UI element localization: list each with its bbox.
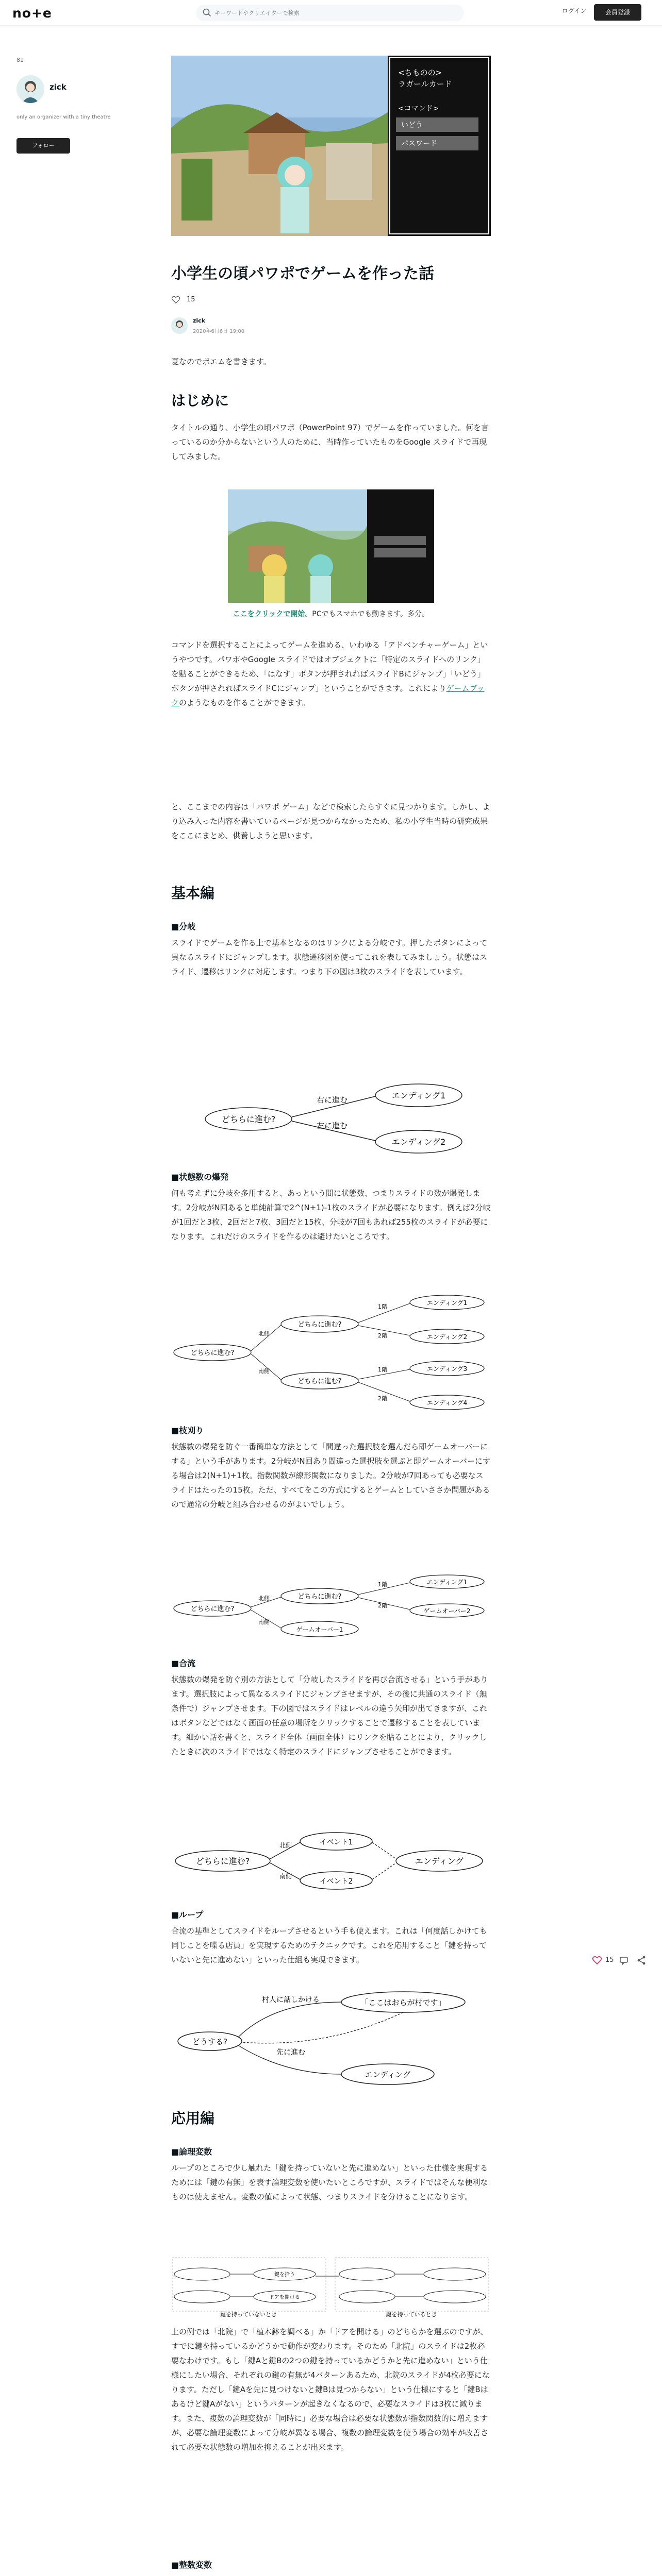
paragraph-text: コマンドを選択することによってゲームを進める、いわゆる「アドベンチャーゲーム」というやつです。パワポやGoogle スライドではオブジェクトに「特定のスライドへのリンク」を貼ることができるため、「はなす」ボタンが押されればスライドBにジャンプ」「いどう」ボタンが押されればスライドCにジャンプ」ということができます。これにより xyxy=(171,640,488,693)
subsection-heading: ■ループ xyxy=(171,1910,204,1920)
diagram-label: エンディング3 xyxy=(426,1365,468,1372)
branch-diagram xyxy=(202,1081,470,1158)
diagram-label: 1階 xyxy=(378,1366,387,1373)
diagram-label: 鍵を拾う xyxy=(274,2272,295,2278)
diagram-label: イベント1 xyxy=(319,1838,353,1846)
demo-screenshot[interactable] xyxy=(228,489,434,603)
diagram-label: 鍵を持っていないとき xyxy=(220,2311,277,2317)
author-name[interactable]: zick xyxy=(49,82,67,92)
diagram-label: 村人に話しかける xyxy=(262,1996,320,2004)
diagram-label: どちらに進む? xyxy=(190,1605,235,1613)
eyecatch-menu-command: <コマンド> xyxy=(398,105,439,113)
paragraph: 合流の基準としてスライドをループさせるという手も使えます。これは「何度話しかけても同じことを喋る店員」を実現するためのテクニックです。これを応用すること「鍵を持っていないと先に進めない」といった仕組も実現できます。 xyxy=(171,1926,487,1964)
section-heading: 応用編 xyxy=(171,2110,215,2127)
meta-avatar[interactable] xyxy=(171,317,188,334)
diagram-label: 2階 xyxy=(378,1395,387,1402)
diagram-label: エンディング2 xyxy=(426,1333,468,1341)
floating-actions xyxy=(592,1954,654,1968)
eyecatch-image xyxy=(171,56,491,236)
paragraph: スライドでゲームを作る上で基本となるのはリンクによる分岐です。押したボタンによって異なるスライドにジャンプします。状態遷移図を使ってこれを表してみましょう。状態はスライド、遷移はリンクに対応します。つまり下の図は3枚のスライドを表しています。 xyxy=(171,938,488,976)
edge-label: 右に進む xyxy=(316,1095,348,1105)
merge-diagram xyxy=(171,1830,491,1892)
subsection-heading: ■整数変数 xyxy=(171,2560,212,2570)
meta-author-name[interactable]: zick xyxy=(193,317,206,324)
gamebook-link[interactable]: ゲームブック xyxy=(171,684,485,707)
diagram-label: 南側 xyxy=(258,1368,270,1375)
eyecatch-menu-title-2: ラガールカード xyxy=(398,79,452,89)
search-input[interactable] xyxy=(214,8,452,18)
eyecatch-menu-opt2: パスワード xyxy=(401,140,437,148)
diagram-label: イベント2 xyxy=(319,1877,353,1886)
diagram-label: 先に進む xyxy=(276,2048,305,2057)
subsection-heading: ■状態数の爆発 xyxy=(171,1172,229,1182)
share-icon[interactable] xyxy=(636,1955,647,1965)
diagram-label: 南側 xyxy=(258,1619,270,1625)
diagram-label: エンディング1 xyxy=(426,1299,468,1307)
diagram-label: エンディング4 xyxy=(426,1399,468,1406)
node-label: どちらに進む? xyxy=(221,1114,276,1124)
diagram-label: どちらに進む? xyxy=(297,1593,342,1601)
diagram-label: どちらに進む? xyxy=(297,1321,342,1329)
paragraph: と、ここまでの内容は「パワポ ゲーム」などで検索したらすぐに見つかります。しかし、より込み入った内容を書いているページが見つからなかったため、私の小学生当時の研究成果をここにまとめ、供養しようと思います。 xyxy=(171,802,490,840)
paragraph: 何も考えずに分岐を多用すると、あっという間に状態数、つまりスライドの数が爆発します。2分岐がN回あると単純計算で2^(N+1)-1枚のスライドが必要になります。例えば2分岐が1回だと3枚、2回だと7枚、3回だと15枚、分岐が7回もあれば255枚のスライドが必要になります。これだけのスライドを作るのは避けたいところです。 xyxy=(171,1189,491,1241)
diagram-label: 鍵を持っているとき xyxy=(386,2311,437,2317)
diagram-label: 北側 xyxy=(279,1842,292,1849)
subsection-heading: ■合流 xyxy=(171,1658,196,1668)
eyecatch-menu-title-1: <ちものの> xyxy=(398,68,442,77)
heart-icon[interactable] xyxy=(171,295,180,304)
diagram-label: 「ここはおらが村です」 xyxy=(360,1998,446,2007)
article-title: 小学生の頃パワポでゲームを作った話 xyxy=(171,265,434,283)
like-count: 15 xyxy=(605,1956,614,1964)
diagram-label: ドアを開ける xyxy=(269,2295,300,2300)
loop-diagram xyxy=(171,1987,491,2090)
diagram-label: どちらに進む? xyxy=(195,1856,250,1866)
paragraph xyxy=(171,638,491,710)
intro-text: 夏なのでポエムを書きます。 xyxy=(171,357,271,366)
diagram-label: エンディング1 xyxy=(426,1579,468,1586)
login-button[interactable]: ログイン xyxy=(562,7,587,14)
diagram-label: 1階 xyxy=(378,1303,387,1310)
author-bio: only an organizer with a tiny theatre xyxy=(16,114,111,120)
diagram-label: どちらに進む? xyxy=(190,1349,235,1357)
demo-caption xyxy=(171,607,491,621)
note-logo[interactable]: no+e xyxy=(12,6,52,21)
subsection-heading: ■枝刈り xyxy=(171,1426,204,1435)
diagram-label: エンディング xyxy=(365,2070,411,2079)
signup-button[interactable]: 会員登録 xyxy=(594,4,641,21)
paragraph: 状態数の爆発を防ぐ別の方法として「分岐したスライドを再び合流させる」という手があります。選択肢によって異なるスライドにジャンプさせますが、その後に共通のスライド（無条件で）ジャンプさせます。下の図ではスライドはレベルの違う矢印が出てきますが、これはボタンなどではなく画面の任意の場所をクリックすることで遷移することを表しています。細かい話を書くと、スライド全体（画面全体）にリンクを貼ることにより、クリックしたときに次のスライドではなく特定のスライドにジャンプさせることができます。 xyxy=(171,1675,488,1756)
follow-button[interactable] xyxy=(16,138,70,154)
diagram-label: ゲームオーバー1 xyxy=(296,1626,343,1633)
diagram-label: 2階 xyxy=(378,1602,387,1609)
section-heading: はじめに xyxy=(171,392,229,409)
diagram-label: 1階 xyxy=(378,1581,387,1588)
diagram-label: ゲームオーバー2 xyxy=(423,1607,471,1615)
node-label: エンディング2 xyxy=(391,1137,446,1147)
paragraph: ループのところで少し触れた「鍵を持っていないと先に進めない」といった仕様を実現するためには「鍵の有無」を表す論理変数を使いたいところですが、スライドではそんな便利なものは使えません。変数の値によって状態、つまりスライドを分けることになります。 xyxy=(171,2163,488,2201)
diagram-label: エンディング xyxy=(415,1856,464,1866)
node-label: エンディング1 xyxy=(391,1091,446,1100)
diagram-label: 北側 xyxy=(258,1330,270,1337)
subsection-heading: ■分岐 xyxy=(171,922,196,931)
paragraph: 状態数の爆発を防ぐ一番簡単な方法として「間違った選択肢を選んだら即ゲームオーバーにする」という手があります。2分岐がN回あり間違った選択肢を選ぶと即ゲームオーバーにする場合は2(N+1)+1枚。指数関数が線形関数になりました。2分岐が7回あっても必要なスライドはたったの15枚。ただ、すべてをこの方式にするとゲームとしていささか問題があるので通常の分岐と組み合わせるのがよいでしょう。 xyxy=(171,1442,490,1509)
pruning-diagram xyxy=(171,1573,491,1640)
magazine-count: 81 xyxy=(16,57,24,63)
heart-icon[interactable] xyxy=(592,1955,602,1965)
search-icon xyxy=(202,8,212,18)
follow-label: フォロー xyxy=(32,142,55,149)
paragraph-text: のようなものを作ることができます。 xyxy=(179,698,310,707)
like-count: 15 xyxy=(187,296,195,303)
logic-variable-diagram xyxy=(171,2256,491,2317)
paragraph: 上の例では「北院」で「植木鉢を調べる」か「ドアを開ける」のどちらかを選ぶのですが、すでに鍵を持っているかどうかで動作が変わります。そのため「北院」のスライドは2枚必要なわけです。もし「鍵Aと鍵Bの2つの鍵を持っているかどうかと先に進めない」という仕様にしたい場合、それぞれの鍵の有無が4パターンあるため、北院のスライドが4枚必要になります。ただし「鍵Aを先に見つけないと鍵Bは見つからない」という仕様にすると「鍵Bはあるけど鍵Aがない」というパターンが起きなくなるので、必要なスライドは3枚に減ります。また、複数の論理変数が「同時に」必要な場合は必要な状態数が指数関数的に増えますが、必要な論理変数によって分岐が異なる場合、複数の論理変数を使う場合の効率が改善されて必要な状態数の増加を抑えることが出来ます。 xyxy=(171,2327,490,2452)
edge-label: 左に進む xyxy=(316,1121,348,1130)
eyecatch-menu-opt1: いどう xyxy=(401,121,423,129)
site-header xyxy=(0,0,662,26)
diagram-label: どちらに進む? xyxy=(297,1378,342,1385)
diagram-label: 南側 xyxy=(279,1873,292,1880)
state-explosion-diagram xyxy=(171,1293,491,1412)
demo-caption-rest: 。PCでもスマホでも動きます。多分。 xyxy=(305,610,429,618)
paragraph: タイトルの通り、小学生の頃パワポ（PowerPoint 97）でゲームを作っていました。何を言っているのか分からないという人のために、当時作っていたものをGoogle スライドで再現してみました。 xyxy=(171,423,489,461)
demo-start-link[interactable]: ここをクリックで開始 xyxy=(233,610,305,618)
section-heading: 基本編 xyxy=(171,885,215,902)
diagram-label: 北側 xyxy=(258,1595,270,1602)
search-bar[interactable] xyxy=(196,5,464,21)
comment-icon[interactable] xyxy=(619,1955,629,1965)
paragraph xyxy=(171,2574,491,2576)
publish-date: 2020年6月6日 19:00 xyxy=(193,329,245,334)
diagram-label: どうする? xyxy=(192,2037,227,2046)
avatar-icon xyxy=(16,75,44,103)
diagram-label: 2階 xyxy=(378,1332,387,1339)
avatar-icon xyxy=(171,317,188,334)
avatar[interactable] xyxy=(16,75,44,103)
subsection-heading: ■論理変数 xyxy=(171,2147,212,2157)
